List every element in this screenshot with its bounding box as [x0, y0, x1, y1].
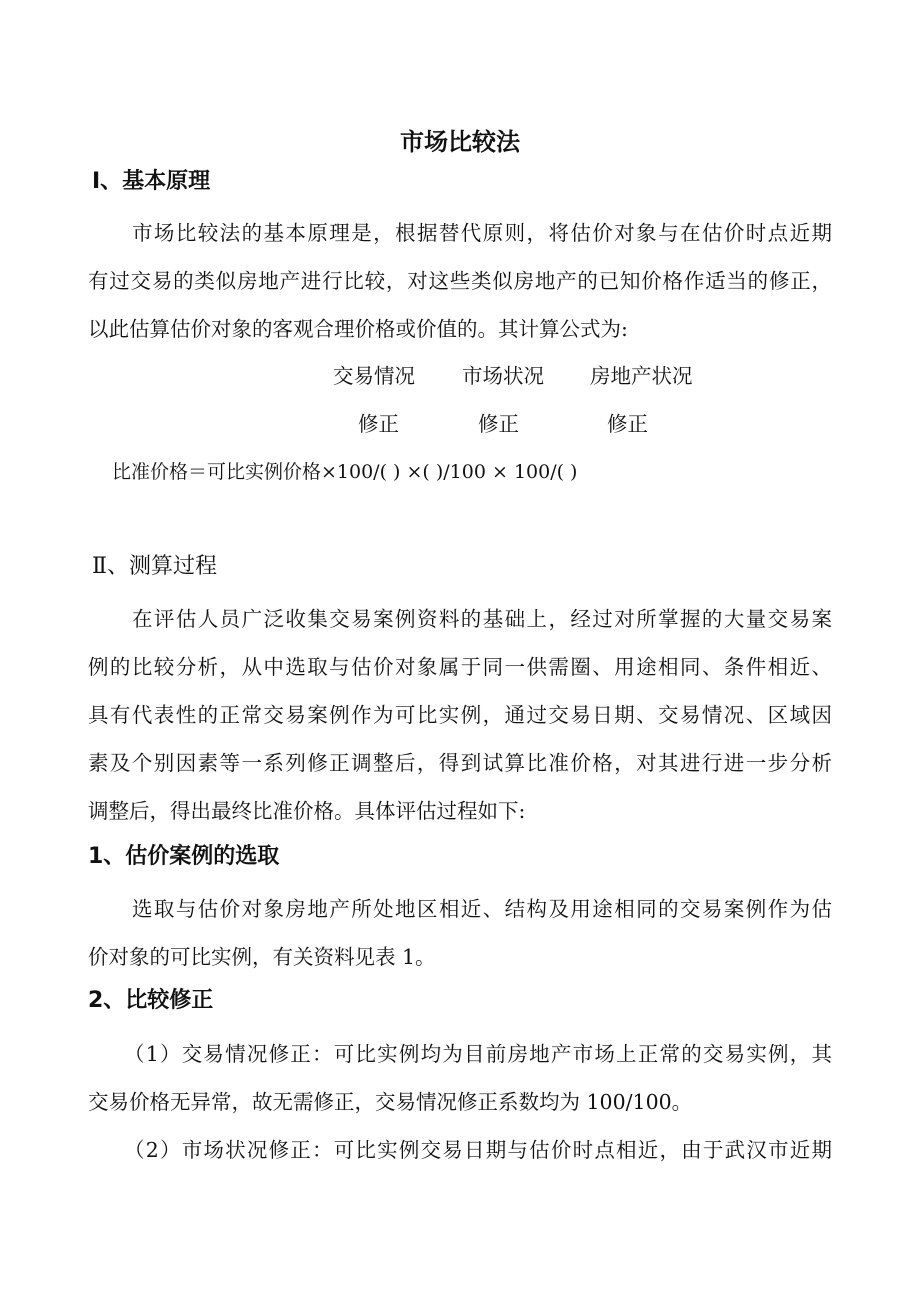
formula-correction-transaction: 修正	[358, 412, 399, 436]
paragraph-line: 选取与估价对象房地产所处地区相近、结构及用途相同的交易案例作为估	[132, 897, 832, 921]
section1-heading: Ⅰ、基本原理	[92, 169, 211, 194]
formula-correction-property: 修正	[607, 412, 648, 436]
formula-label-transaction: 交易情况	[333, 364, 415, 388]
section2-heading: Ⅱ、测算过程	[92, 554, 217, 579]
sub1-heading: 1、估价案例的选取	[88, 844, 280, 869]
paragraph-line: （1）交易情况修正：可比实例均为目前房地产市场上正常的交易实例，其	[124, 1042, 832, 1066]
paragraph-line: 具有代表性的正常交易案例作为可比实例，通过交易日期、交易情况、区域因	[88, 703, 832, 727]
sub2-heading: 2、比较修正	[88, 988, 214, 1013]
paragraph-line: 价对象的可比实例，有关资料见表 1。	[88, 945, 436, 969]
paragraph-line: 在评估人员广泛收集交易案例资料的基础上，经过对所掌握的大量交易案	[132, 607, 832, 631]
formula-correction-market: 修正	[478, 412, 519, 436]
formula-label-market: 市场状况	[462, 364, 544, 388]
paragraph-line: （2）市场状况修正：可比实例交易日期与估价时点相近，由于武汉市近期	[124, 1138, 832, 1162]
page-title: 市场比较法	[400, 128, 520, 156]
paragraph-line: 市场比较法的基本原理是，根据替代原则，将估价对象与在估价时点近期	[132, 221, 832, 245]
paragraph-line: 例的比较分析，从中选取与估价对象属于同一供需圈、用途相同、条件相近、	[88, 655, 832, 679]
paragraph-line: 素及个别因素等一系列修正调整后，得到试算比准价格，对其进行进一步分析	[88, 751, 832, 775]
paragraph-line: 有过交易的类似房地产进行比较，对这些类似房地产的已知价格作适当的修正，	[88, 269, 832, 293]
paragraph-line: 以此估算估价对象的客观合理价格或价值的。其计算公式为:	[88, 317, 628, 341]
formula-expression: 比准价格＝可比实例价格×100/( ) ×( )/100 × 100/( )	[112, 461, 578, 483]
paragraph-line: 调整后，得出最终比准价格。具体评估过程如下:	[88, 799, 526, 823]
paragraph-line: 交易价格无异常，故无需修正，交易情况修正系数均为 100/100。	[88, 1090, 693, 1114]
formula-label-property: 房地产状况	[590, 364, 693, 388]
